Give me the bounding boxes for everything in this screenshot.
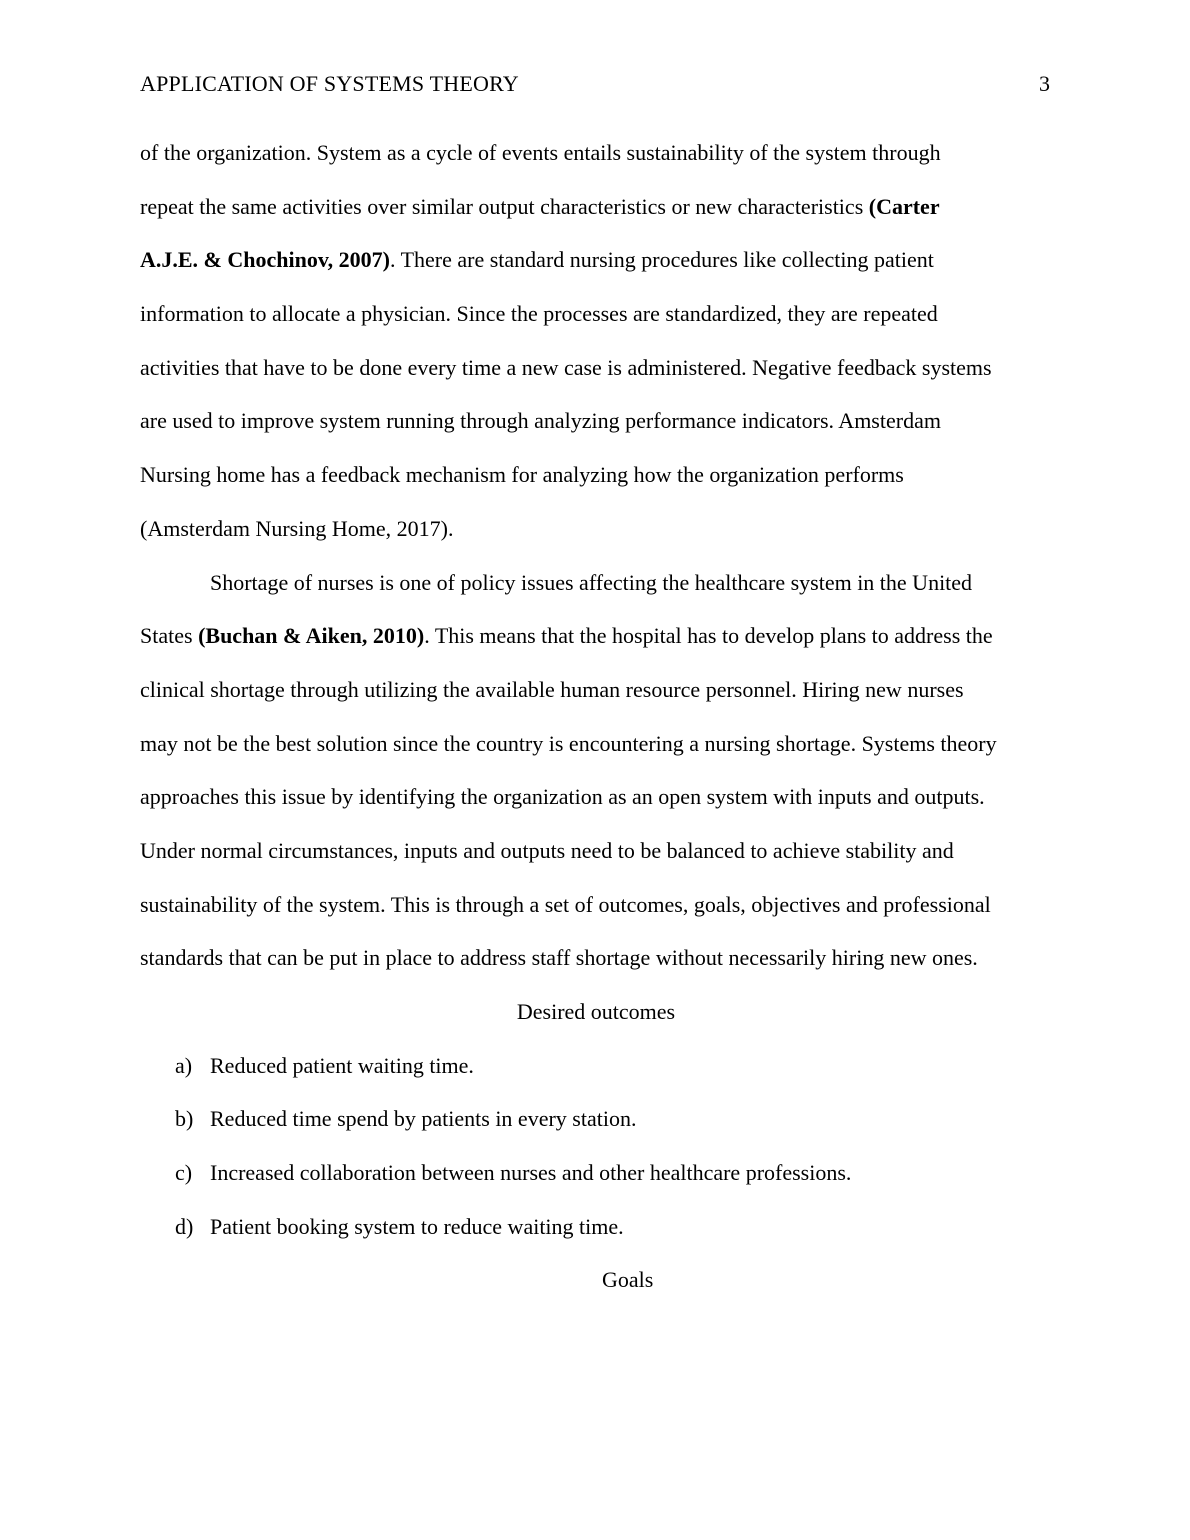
text-line: standards that can be put in place to address staff shortage without necessarily hiring new ones. xyxy=(140,945,978,971)
list-text: Reduced time spend by patients in every station. xyxy=(210,1106,637,1132)
paragraph-2 xyxy=(140,556,1052,986)
citation: (Buchan & Aiken, 2010) xyxy=(198,623,425,649)
list-marker: a) xyxy=(175,1052,193,1078)
list-item xyxy=(140,1039,1052,1093)
list-text: Patient booking system to reduce waiting time. xyxy=(210,1213,624,1239)
section-heading-goals: Goals xyxy=(602,1267,654,1293)
text-line: activities that have to be done every time a new case is administered. Negative feedback systems xyxy=(140,354,992,380)
citation: (Carter xyxy=(868,193,940,219)
text-line: Under normal circumstances, inputs and outputs need to be balanced to achieve stability and xyxy=(140,837,954,863)
list-item xyxy=(140,1092,1052,1146)
list-item xyxy=(140,1146,1052,1200)
text-line: clinical shortage through utilizing the available human resource personnel. Hiring new nurses xyxy=(140,676,964,702)
text-line: are used to improve system running through analyzing performance indicators. Amsterdam xyxy=(140,408,941,434)
document-body xyxy=(140,126,1052,1307)
text-line: sustainability of the system. This is through a set of outcomes, goals, objectives and professional xyxy=(140,891,991,917)
citation: A.J.E. & Chochinov, 2007) xyxy=(140,247,390,273)
text-line: of the organization. System as a cycle of events entails sustainability of the system through xyxy=(140,140,941,165)
text-line: may not be the best solution since the country is encountering a nursing shortage. Systems theory xyxy=(140,730,997,756)
text-run: States xyxy=(140,623,199,649)
list-marker: b) xyxy=(175,1106,194,1132)
text-line xyxy=(140,609,1052,663)
text-run: . There are standard nursing procedures like collecting patient xyxy=(389,247,934,273)
text-line: Shortage of nurses is one of policy issues affecting the healthcare system in the United xyxy=(210,569,973,595)
list-item xyxy=(140,1200,1052,1254)
text-run: repeat the same activities over similar output characteristics or new characteristics xyxy=(140,193,869,219)
text-line: approaches this issue by identifying the organization as an open system with inputs and outputs. xyxy=(140,784,985,810)
list-text: Increased collaboration between nurses and other healthcare professions. xyxy=(210,1160,852,1186)
section-heading-desired-outcomes: Desired outcomes xyxy=(516,999,676,1024)
text-run: . This means that the hospital has to develop plans to address the xyxy=(424,623,993,649)
page-number: 3 xyxy=(1039,71,1050,96)
paragraph-1 xyxy=(140,126,1052,556)
text-line xyxy=(140,180,1052,234)
list-marker: d) xyxy=(175,1213,194,1239)
list-marker: c) xyxy=(175,1160,193,1186)
outcomes-list xyxy=(140,1039,1052,1254)
text-line: information to allocate a physician. Since the processes are standardized, they are repeated xyxy=(140,301,938,327)
text-line: (Amsterdam Nursing Home, 2017). xyxy=(140,515,454,541)
text-line: Nursing home has a feedback mechanism for analyzing how the organization performs xyxy=(140,462,904,488)
list-text: Reduced patient waiting time. xyxy=(210,1052,474,1078)
text-line xyxy=(140,233,1052,287)
running-head: APPLICATION OF SYSTEMS THEORY xyxy=(140,71,519,96)
